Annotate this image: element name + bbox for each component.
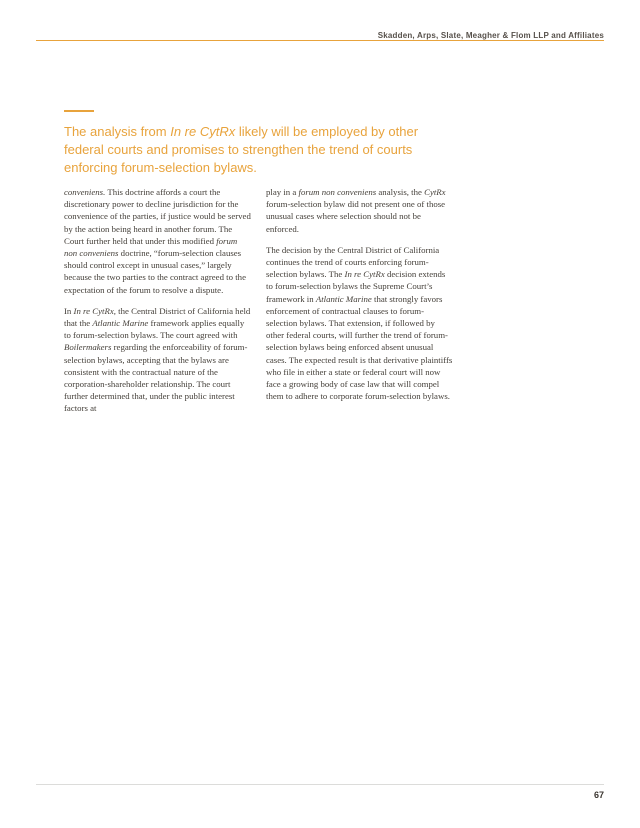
text-segment: This doctrine affords a court the discretionary power to decline jurisdiction for the convenience of the parties, if justice would be served by the action being heard in another forum. The Court further held that under this modified (64, 187, 251, 246)
italic-text-segment: CytRx (424, 187, 446, 197)
text-segment: , the Central District of California held that the (64, 305, 251, 329)
text-segment: analysis, the (376, 187, 425, 197)
body-column-right (266, 186, 454, 424)
body-paragraph (64, 186, 252, 296)
italic-text-segment: conveniens. (64, 187, 106, 197)
pull-quote-section (64, 110, 436, 177)
italic-text-segment: forum non conveniens (298, 187, 377, 197)
text-segment: likely will be employed by other federal courts and promises to strengthen the trend of courts enforcing forum-selection bylaws. (64, 124, 419, 175)
italic-text-segment: In re CytRx (73, 305, 114, 316)
body-paragraph (266, 244, 454, 403)
text-segment: The decision by the Central District of California continues the trend of courts enforcing forum-selection bylaws. The (266, 244, 440, 280)
italic-text-segment: forum non conveniens (64, 235, 238, 259)
text-segment: play in a (266, 187, 299, 197)
text-segment: decision extends to forum-selection bylaws the Supreme Court’s framework in (266, 269, 446, 304)
text-segment: regarding the enforceability of forum-selection bylaws, accepting that the bylaws are consistent with the contractual nature of the corporation-shareholder relationship. The court further determined that, under the public interest factors at (64, 342, 248, 414)
pull-quote (64, 123, 436, 177)
text-segment: forum-selection bylaw did not present one of those unusual cases where selection should not be enforced. (266, 199, 446, 234)
pull-quote-dash (64, 110, 94, 112)
italic-text-segment: In re CytRx (344, 269, 385, 280)
italic-text-segment: Atlantic Marine (92, 318, 149, 329)
text-segment: The analysis from (64, 124, 171, 139)
italic-text-segment: In re CytRx (170, 124, 236, 139)
header-rule (36, 40, 604, 41)
italic-text-segment: Boilermakers (64, 342, 112, 353)
italic-text-segment: Atlantic Marine (315, 293, 372, 304)
text-segment: framework applies equally to forum-selection bylaws. The court agreed with (64, 318, 245, 341)
body-columns (64, 186, 454, 424)
text-segment: doctrine, “forum-selection clauses should control except in unusual cases,” largely because the two parties to the contract agreed to the expectation of the forum to resolve a dispute. (64, 248, 246, 295)
page-number: 67 (593, 790, 604, 800)
firm-name: Skadden, Arps, Slate, Meagher & Flom LLP and Affiliates (377, 31, 604, 40)
body-paragraph (64, 305, 252, 415)
body-column-left (64, 186, 252, 424)
body-paragraph (266, 186, 454, 235)
text-segment: In (64, 305, 74, 316)
footer-rule (36, 784, 604, 785)
text-segment: that strongly favors enforcement of contractual clauses to forum-selection bylaws. That extension, if followed by other federal courts, will further the trend of forum-selection bylaws being enforced absent unusual cases. The expected result is that derivative plaintiffs who file in either a state or federal court will now face a growing body of case law that will compel them to adhere to corporate forum-selection bylaws. (266, 293, 453, 402)
